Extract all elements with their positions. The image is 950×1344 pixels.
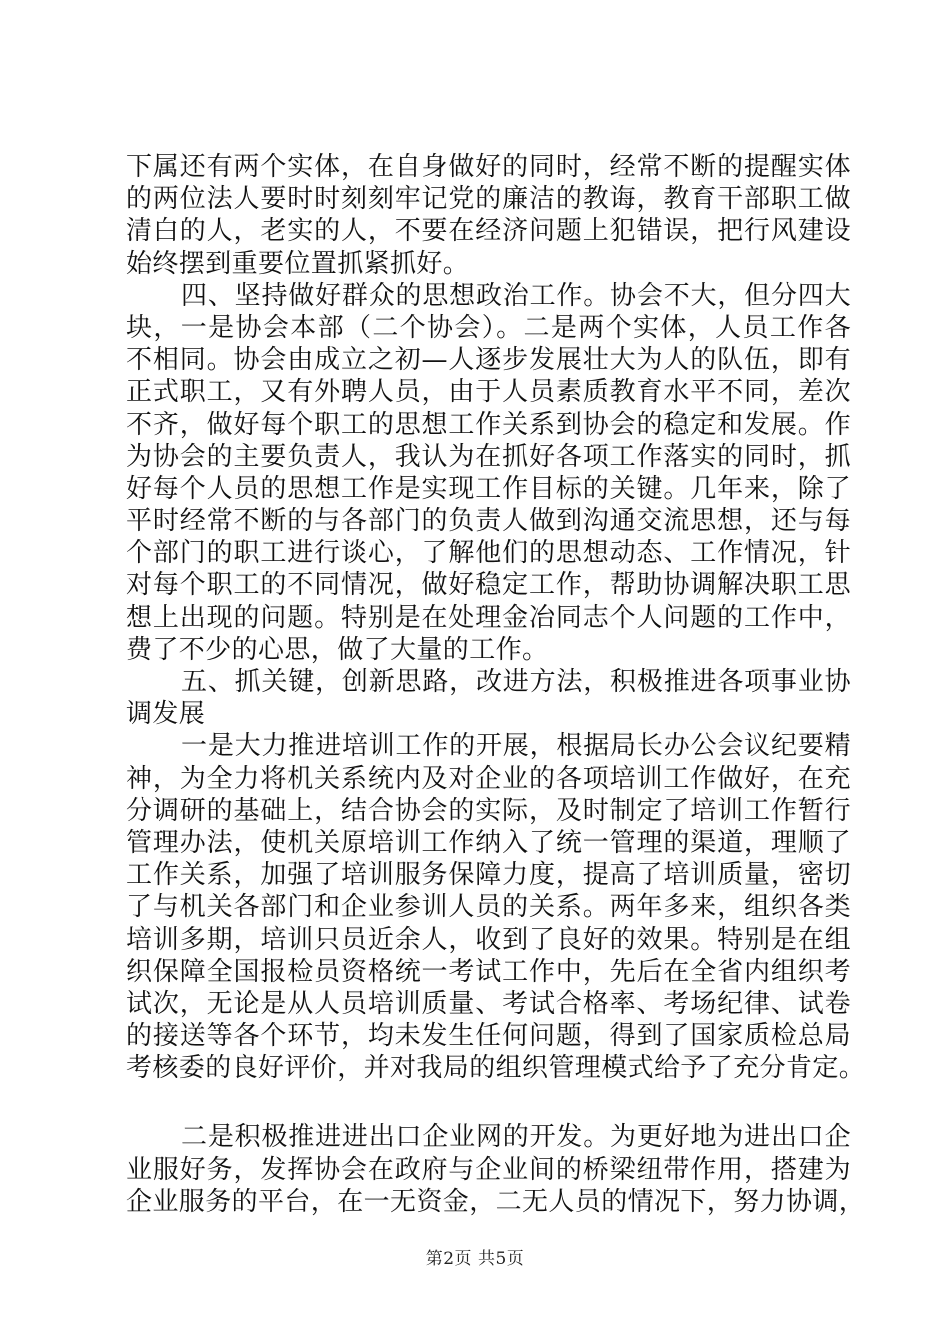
text-line: 个部门的职工进行谈心，了解他们的思想动态、工作情况，针 [126, 538, 851, 569]
text-line: 不齐，做好每个职工的思想工作关系到协会的稳定和发展。作 [126, 409, 851, 440]
text-line: 调发展 [126, 699, 206, 730]
paragraph-second-item: 二是积极推进进出口企业网的开发。为更好地为进出口企 [181, 1122, 851, 1153]
body-text [126, 151, 866, 1218]
paragraph-gap [126, 1084, 851, 1121]
text-line: 织保障全国报检员资格统一考试工作中，先后在全省内组织考 [126, 956, 851, 987]
text-line: 工作关系，加强了培训服务保障力度，提高了培训质量，密切 [126, 860, 851, 891]
text-line: 平时经常不断的与各部门的负责人做到沟通交流思想，还与每 [126, 506, 851, 537]
text-line: 正式职工，又有外聘人员，由于人员素质教育水平不同，差次 [126, 377, 851, 408]
text-line: 为协会的主要负责人，我认为在抓好各项工作落实的同时，抓 [126, 441, 851, 472]
text-line: 管理办法，使机关原培训工作纳入了统一管理的渠道，理顺了 [126, 827, 851, 858]
text-line: 分调研的基础上，结合协会的实际，及时制定了培训工作暂行 [126, 795, 851, 826]
page-number-footer: 第2页 共5页 [425, 1249, 525, 1269]
text-line: 神，为全力将机关系统内及对企业的各项培训工作做好，在充 [126, 763, 851, 794]
text-line: 始终摆到重要位置抓紧抓好。 [126, 248, 470, 279]
text-line: 的接送等各个环节，均未发生任何问题，得到了国家质检总局 [126, 1021, 851, 1052]
paragraph-first-item: 一是大力推进培训工作的开展，根据局长办公会议纪要精 [181, 731, 851, 762]
text-line: 块，一是协会本部（二个协会）。二是两个实体，人员工作各 [126, 312, 851, 343]
section-heading-five: 五、抓关键，创新思路，改进方法，积极推进各项事业协 [181, 667, 851, 697]
text-line: 的两位法人要时时刻刻牢记党的廉洁的教诲，教育干部职工做 [126, 184, 851, 215]
text-line: 业服好务，发挥协会在政府与企业间的桥梁纽带作用，搭建为 [126, 1154, 851, 1185]
text-line: 培训多期，培训只员近余人，收到了良好的效果。特别是在组 [126, 924, 851, 955]
text-line: 下属还有两个实体，在自身做好的同时，经常不断的提醒实体 [126, 152, 851, 182]
text-line: 好每个人员的思想工作是实现工作目标的关键。几年来，除了 [126, 473, 851, 504]
text-line: 清白的人，老实的人，不要在经济问题上犯错误，把行风建设 [126, 216, 851, 247]
text-line: 不相同。协会由成立之初—人逐步发展壮大为人的队伍，即有 [126, 345, 851, 376]
text-line: 费了不少的心思，做了大量的工作。 [126, 634, 549, 665]
text-line: 试次，无论是从人员培训质量、考试合格率、考场纪律、试卷 [126, 988, 851, 1019]
text-line: 企业服务的平台，在一无资金，二无人员的情况下，努力协调， [126, 1186, 866, 1217]
section-heading-four: 四、坚持做好群众的思想政治工作。协会不大，但分四大 [181, 280, 851, 311]
text-line: 对每个职工的不同情况，做好稳定工作，帮助协调解决职工思 [126, 570, 851, 601]
text-line: 想上出现的问题。特别是在处理金冶同志个人问题的工作中， [126, 602, 851, 633]
text-line: 了与机关各部门和企业参训人员的关系。两年多来，组织各类 [126, 892, 851, 923]
text-line: 考核委的良好评价，并对我局的组织管理模式给予了充分肯定。 [126, 1053, 866, 1084]
